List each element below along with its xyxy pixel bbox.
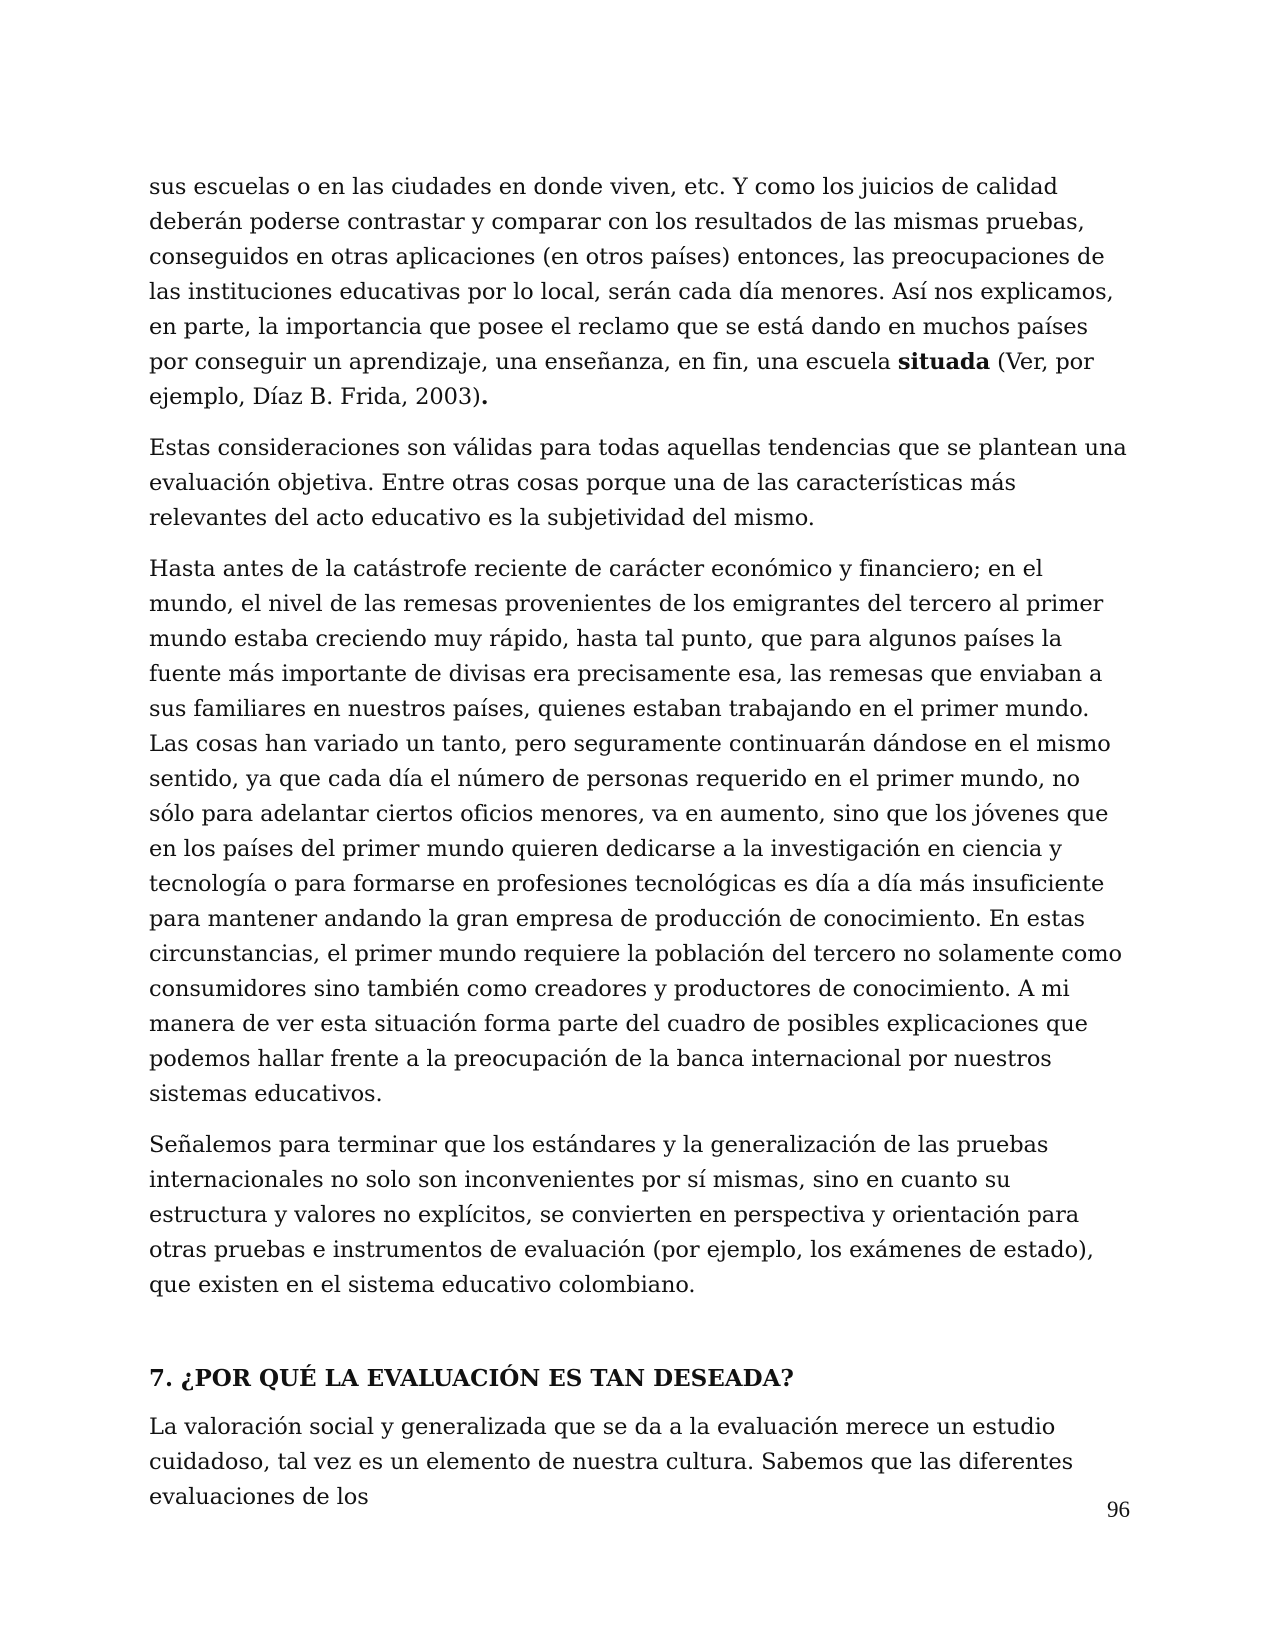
paragraph-1-end-mark: . <box>480 384 489 410</box>
page-body <box>149 170 1129 1531</box>
paragraph-1-text: sus escuelas o en las ciudades en donde viven, etc. Y como los juicios de calidad deberán poderse contrastar y comparar con los resultados de las mismas pruebas, conseguidos en otras aplicaciones (en otros países) entonces, las preocupaciones de las instituciones educativas por lo local, serán cada día menores. Así nos explicamos, en parte, la importancia que posee el reclamo que se está dando en muchos países por conseguir un aprendizaje, una enseñanza, en fin, una escuela <box>149 174 1114 375</box>
paragraph-4: Señalemos para terminar que los estándares y la generalización de las pruebas internacionales no solo son inconvenientes por sí mismas, sino en cuanto su estructura y valores no explícitos, se convierten en perspectiva y orientación para otras pruebas e instrumentos de evaluación (por ejemplo, los exámenes de estado), que existen en el sistema educativo colombiano. <box>149 1132 1094 1298</box>
paragraph-3: Hasta antes de la catástrofe reciente de carácter económico y financiero; en el mundo, el nivel de las remesas provenientes de los emigrantes del tercero al primer mundo estaba creciendo muy rápido, hasta tal punto, que para algunos países la fuente más importante de divisas era precisamente esa, las remesas que enviaban a sus familiares en nuestros países, quienes estaban trabajando en el primer mundo. Las cosas han variado un tanto, pero seguramente continuarán dándose en el mismo sentido, ya que cada día el número de personas requerido en el primer mundo, no sólo para adelantar ciertos oficios menores, va en aumento, sino que los jóvenes que en los países del primer mundo quieren dedicarse a la investigación en ciencia y tecnología o para formarse en profesiones tecnológicas es día a día más insuficiente para mantener andando la gran empresa de producción de conocimiento. En estas circunstancias, el primer mundo requiere la población del tercero no solamente como consumidores sino también como creadores y productores de conocimiento. A mi manera de ver esta situación forma parte del cuadro de posibles explicaciones que podemos hallar frente a la preocupación de la banca internacional por nuestros sistemas educativos. <box>149 556 1122 1107</box>
paragraph-1 <box>149 170 1129 415</box>
paragraph-2: Estas consideraciones son válidas para todas aquellas tendencias que se plantean una evaluación objetiva. Entre otras cosas porque una de las características más relevantes del acto educativo es la subjetividad del mismo. <box>149 435 1127 531</box>
paragraph-1-bold-term: situada <box>897 349 991 375</box>
section-heading: 7. ¿POR QUÉ LA EVALUACIÓN ES TAN DESEADA? <box>149 1365 794 1392</box>
paragraph-1-citation: (Ver, por ejemplo, Díaz B. Frida, 2003) <box>149 349 1094 410</box>
page-number: 96 <box>1107 1497 1130 1522</box>
section-paragraph: La valoración social y generalizada que se da a la evaluación merece un estudio cuidadoso, tal vez es un elemento de nuestra cultura. Sabemos que las diferentes evaluaciones de los <box>149 1414 1074 1510</box>
